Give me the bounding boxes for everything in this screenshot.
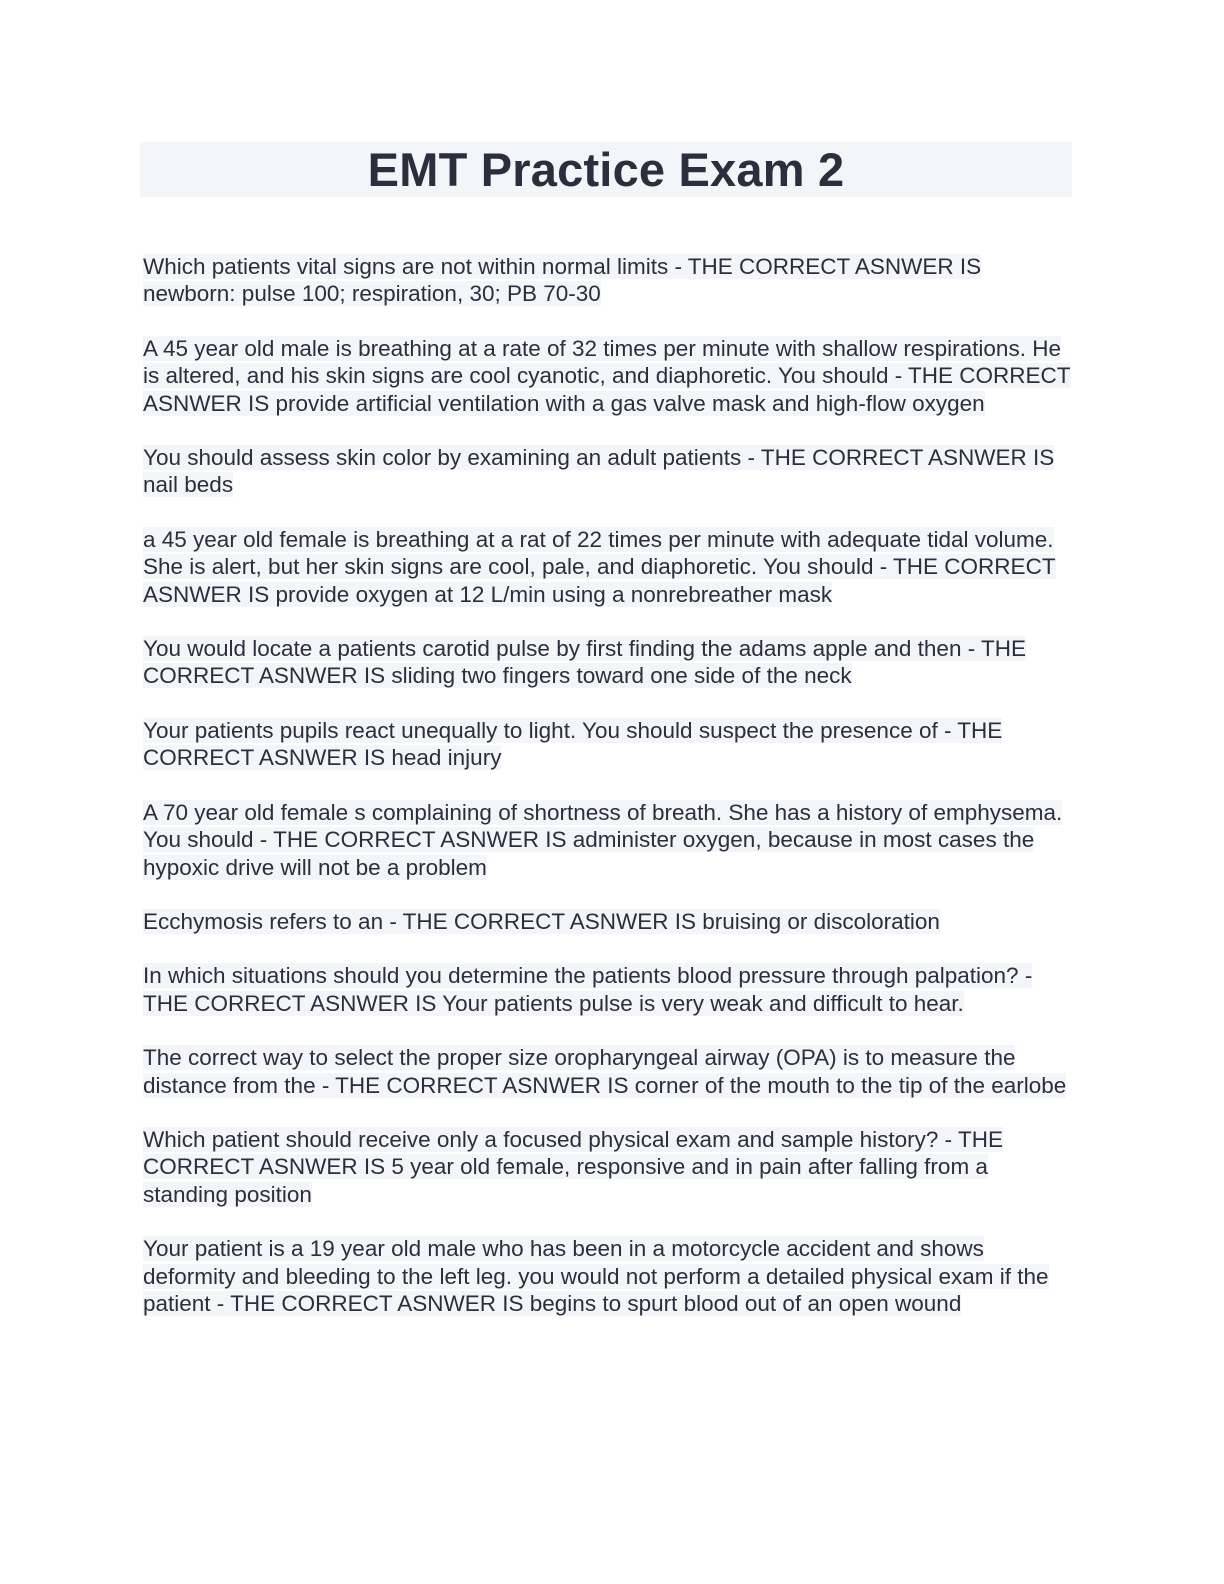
question-item — [143, 799, 1078, 881]
question-item — [143, 1235, 1078, 1317]
question-item — [143, 908, 1078, 935]
question-item — [143, 1126, 1078, 1208]
question-text: Your patients pupils react unequally to light. You should suspect the presence of - THE CORRECT ASNWER IS head injury — [143, 717, 1003, 771]
question-text: a 45 year old female is breathing at a rat of 22 times per minute with adequate tidal volume. She is alert, but her skin signs are cool, pale, and diaphoretic. You should - THE CORRECT ASNWER IS provide oxygen at 12 L/min using a nonrebreather mask — [143, 526, 1056, 607]
question-list — [143, 253, 1078, 1344]
question-item — [143, 444, 1078, 499]
question-item — [143, 1044, 1078, 1099]
question-text: Ecchymosis refers to an - THE CORRECT ASNWER IS bruising or discoloration — [143, 908, 940, 934]
question-text: A 70 year old female s complaining of shortness of breath. She has a history of emphysema. You should - THE CORRECT ASNWER IS administer oxygen, because in most cases the hypoxic drive will not be a problem — [143, 799, 1063, 880]
question-text: Your patient is a 19 year old male who has been in a motorcycle accident and shows deformity and bleeding to the left leg. you would not perform a detailed physical exam if the patient - THE CORRECT ASNWER IS begins to spurt blood out of an open wound — [143, 1236, 1049, 1316]
document-title: EMT Practice Exam 2 — [367, 143, 845, 196]
question-item — [143, 962, 1078, 1017]
question-item — [143, 335, 1078, 417]
question-item — [143, 717, 1078, 772]
question-text: In which situations should you determine the patients blood pressure through palpation? - THE CORRECT ASNWER IS Your patients pulse is very weak and difficult to hear. — [143, 963, 1033, 1016]
question-item — [143, 635, 1078, 690]
title-banner — [140, 142, 1072, 197]
question-item — [143, 526, 1078, 608]
question-text: Which patient should receive only a focused physical exam and sample history? - THE CORRECT ASNWER IS 5 year old female, responsive and in pain after falling from a standing position — [143, 1126, 1004, 1207]
question-text: You would locate a patients carotid pulse by first finding the adams apple and then - THE CORRECT ASNWER IS sliding two fingers toward one side of the neck — [143, 636, 1027, 689]
question-text: Which patients vital signs are not within normal limits - THE CORRECT ASNWER IS newborn: pulse 100; respiration, 30; PB 70-30 — [143, 254, 982, 307]
question-text: The correct way to select the proper size oropharyngeal airway (OPA) is to measure the distance from the - THE CORRECT ASNWER IS corner of the mouth to the tip of the earlobe — [143, 1045, 1067, 1098]
question-text: A 45 year old male is breathing at a rate of 32 times per minute with shallow respirations. He is altered, and his skin signs are cool cyanotic, and diaphoretic. You should - THE CORRECT ASNWER IS provide artificial ventilation with a gas valve mask and high-flow oxygen — [143, 335, 1071, 416]
question-item — [143, 253, 1078, 308]
question-text: You should assess skin color by examining an adult patients - THE CORRECT ASNWER IS nail beds — [143, 445, 1055, 498]
